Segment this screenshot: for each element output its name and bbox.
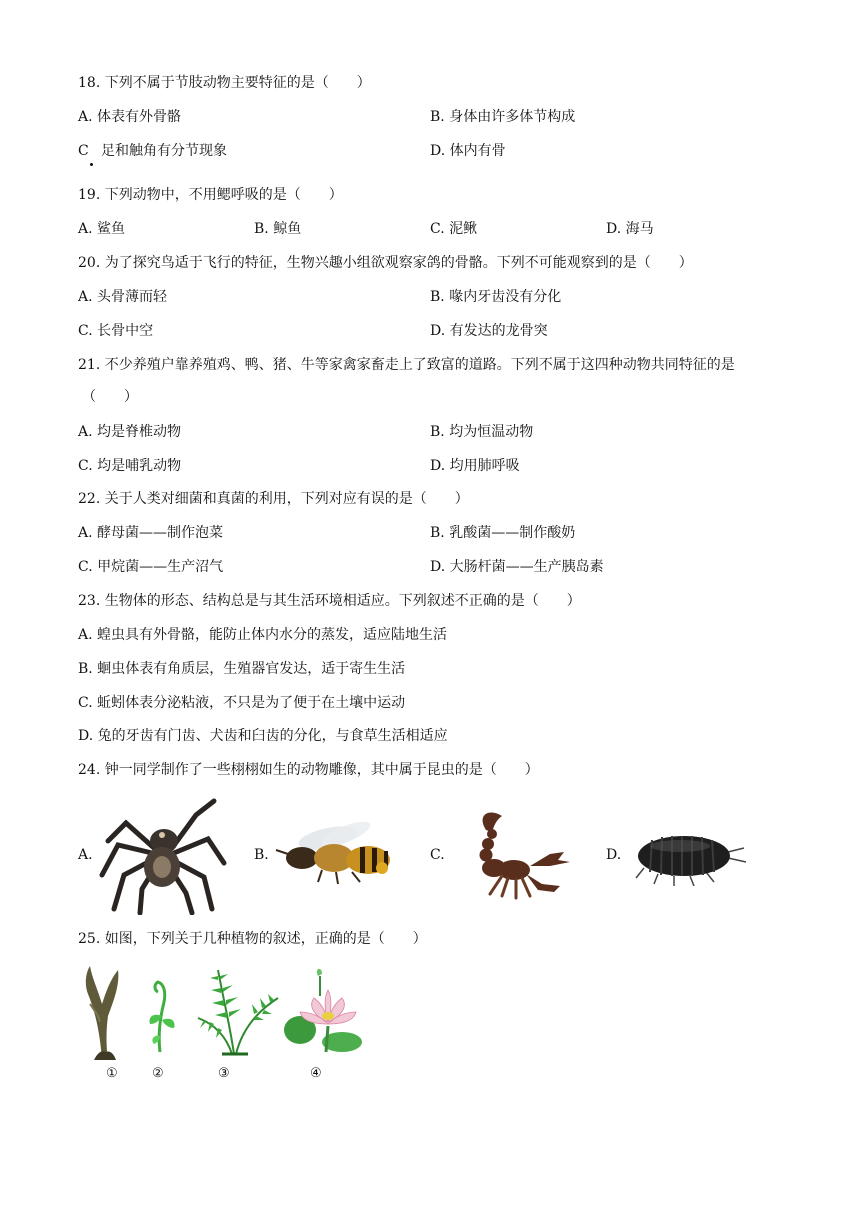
q24-stem: 24. 钟一同学制作了一些栩栩如生的动物雕像，其中属于昆虫的是（ ） [78,762,539,778]
q18-option-c-text[interactable]: 足和触角有分节现象 [101,143,227,159]
q20-option-d[interactable]: D. 有发达的龙骨突 [430,323,548,339]
q18-stem: 18. 下列不属于节肢动物主要特征的是（ ） [78,75,371,91]
q21-stem-cont: （ ） [82,389,138,405]
q21-option-b[interactable]: B. 均为恒温动物 [430,424,534,440]
moss-sprout-image[interactable] [146,978,178,1054]
figure-label-3: ③ [218,1066,230,1081]
seaweed-image[interactable] [80,964,124,1062]
q19-option-c[interactable]: C. 泥鳅 [430,221,478,237]
q25-stem: 25. 如图，下列关于几种植物的叙述，正确的是（ ） [78,931,427,947]
q21-option-c[interactable]: C. 均是哺乳动物 [78,458,182,474]
q23-stem: 23. 生物体的形态、结构总是与其生活环境相适应。下列叙述不正确的是（ ） [78,593,581,609]
q19-option-b[interactable]: B. 鲸鱼 [254,221,302,237]
pillbug-image[interactable] [628,822,748,886]
q19-option-a[interactable]: A. 鲨鱼 [78,221,126,237]
q21-option-a[interactable]: A. 均是脊椎动物 [78,424,182,440]
scorpion-image[interactable] [446,808,576,900]
stray-dot [90,163,93,166]
q18-option-a[interactable]: A. 体表有外骨骼 [78,109,182,125]
lotus-image[interactable] [284,966,364,1054]
q24-option-a[interactable]: A. [78,847,93,863]
q23-option-a[interactable]: A. 蝗虫具有外骨骼，能防止体内水分的蒸发，适应陆地生活 [78,627,448,643]
q20-option-a[interactable]: A. 头骨薄而轻 [78,289,168,305]
fern-image[interactable] [196,966,280,1056]
figure-label-2: ② [152,1066,164,1081]
q20-option-c[interactable]: C. 长骨中空 [78,323,154,339]
q22-option-c[interactable]: C. 甲烷菌——生产沼气 [78,559,224,575]
q18-option-b[interactable]: B. 身体由许多体节构成 [430,109,576,125]
q22-stem: 22. 关于人类对细菌和真菌的利用，下列对应有误的是（ ） [78,491,469,507]
bee-image[interactable] [272,820,404,886]
q19-option-d[interactable]: D. 海马 [606,221,654,237]
q19-stem: 19. 下列动物中，不用鳃呼吸的是（ ） [78,187,343,203]
q23-option-b[interactable]: B. 蛔虫体表有角质层，生殖器官发达，适于寄生生活 [78,661,406,677]
q24-option-d[interactable]: D. [606,847,622,863]
q23-option-d[interactable]: D. 兔的牙齿有门齿、犬齿和臼齿的分化，与食草生活相适应 [78,728,448,744]
q18-option-d[interactable]: D. 体内有骨 [430,143,506,159]
q22-option-a[interactable]: A. 酵母菌——制作泡菜 [78,525,224,541]
figure-label-1: ① [106,1066,118,1081]
q18-option-c-letter[interactable]: C [78,143,89,159]
q21-option-d[interactable]: D. 均用肺呼吸 [430,458,520,474]
q20-option-b[interactable]: B. 喙内牙齿没有分化 [430,289,562,305]
q23-option-c[interactable]: C. 蚯蚓体表分泌粘液，不只是为了便于在土壤中运动 [78,695,406,711]
q24-option-b[interactable]: B. [254,847,269,863]
figure-label-4: ④ [310,1066,322,1081]
q20-stem: 20. 为了探究鸟适于飞行的特征，生物兴趣小组欲观察家鸽的骨骼。下列不可能观察到的是（ ） [78,255,693,271]
q24-option-c[interactable]: C. [430,847,445,863]
q22-option-b[interactable]: B. 乳酸菌——制作酸奶 [430,525,576,541]
spider-image[interactable] [96,793,230,915]
q22-option-d[interactable]: D. 大肠杆菌——生产胰岛素 [430,559,604,575]
q21-stem: 21. 不少养殖户靠养殖鸡、鸭、猪、牛等家禽家畜走上了致富的道路。下列不属于这四种动物共同特征的是 [78,357,735,373]
